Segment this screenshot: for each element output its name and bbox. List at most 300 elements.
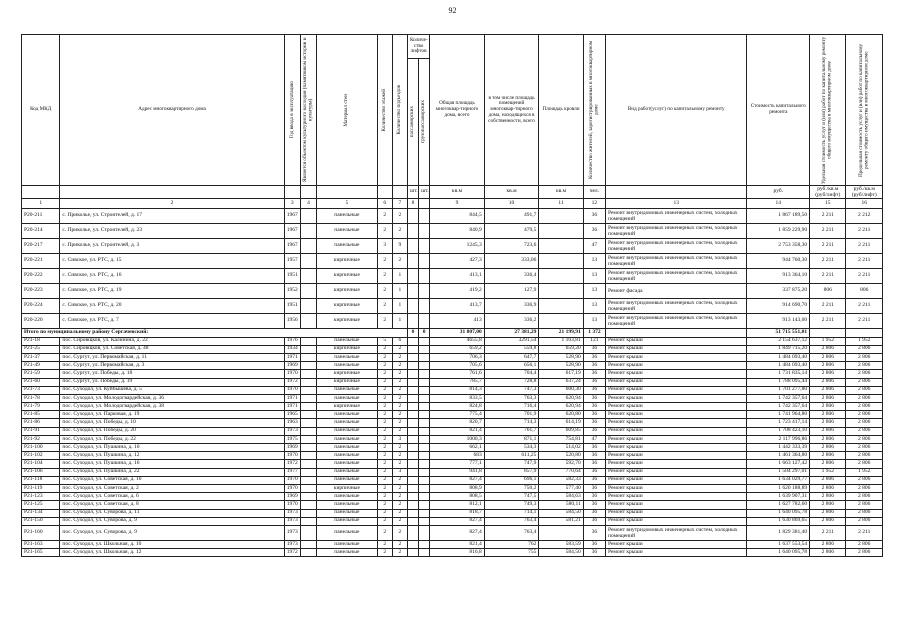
table-cell: 1 723 417,14 bbox=[747, 419, 810, 427]
table-cell: 1973 bbox=[284, 525, 300, 540]
table-cell bbox=[419, 299, 430, 314]
table-cell: пос. Сургут, ул. Победы, д. 19 bbox=[60, 378, 284, 386]
table-row bbox=[22, 370, 883, 378]
table-cell: 1970 bbox=[284, 501, 300, 509]
table-cell: 1972 bbox=[284, 549, 300, 557]
table-cell bbox=[539, 254, 583, 269]
table-cell: 723,6 bbox=[484, 239, 539, 254]
table-cell: 2 bbox=[377, 378, 392, 386]
table-cell bbox=[300, 460, 316, 468]
table-cell: 2 bbox=[392, 484, 407, 492]
table-cell: Ремонт крыши bbox=[606, 337, 747, 345]
col-number: 10 bbox=[484, 199, 539, 209]
table-cell: Ремонт внутридомовых инженерных систем, холодных помещений bbox=[606, 314, 747, 329]
table-cell bbox=[407, 468, 418, 476]
table-cell bbox=[419, 435, 430, 443]
table-cell: 2 211 bbox=[846, 239, 883, 254]
table-cell: 806 bbox=[810, 284, 846, 299]
table-cell: Ремонт крыши bbox=[606, 419, 747, 427]
table-cell: 857,9 bbox=[484, 468, 539, 476]
table-cell: Ремонт внутридомовых инженерных систем, холодных помещений bbox=[606, 254, 747, 269]
table-cell: 747,3 bbox=[484, 386, 539, 394]
table-cell: кирпичные bbox=[317, 345, 378, 353]
table-cell: 611,25 bbox=[484, 452, 539, 460]
table-cell bbox=[419, 525, 430, 540]
table-cell: с. Сивское, ул. РТС, д. 15 bbox=[60, 254, 284, 269]
table-cell bbox=[407, 370, 418, 378]
table-cell: 2 806 bbox=[810, 444, 846, 452]
table-cell: 2 bbox=[392, 540, 407, 548]
table-cell: 2 753 358,30 bbox=[747, 239, 810, 254]
table-cell: кирпичные bbox=[317, 403, 378, 411]
table-cell: 13 bbox=[583, 254, 605, 269]
col-number: 4 bbox=[300, 199, 316, 209]
table-cell bbox=[539, 224, 583, 239]
table-cell: 614,19 bbox=[539, 419, 583, 427]
table-cell bbox=[407, 435, 418, 443]
table-cell: панельные bbox=[317, 427, 378, 435]
table-cell: 600,30 bbox=[539, 386, 583, 394]
table-cell: 36 bbox=[583, 452, 605, 460]
table-row bbox=[22, 411, 883, 419]
table-cell: 1 637 553,54 bbox=[747, 540, 810, 548]
table-cell: пос. Сургут, ул. Первомайская, д. 3 bbox=[60, 362, 284, 370]
table-cell bbox=[419, 353, 430, 361]
table-cell: Р21-49 bbox=[22, 362, 60, 370]
table-cell: Р20-221 bbox=[22, 254, 60, 269]
table-cell: пос. Суходол, ул. Молодогвардейская, д. 38 bbox=[60, 403, 284, 411]
table-cell: 1967 bbox=[284, 209, 300, 224]
table-cell: 2 806 bbox=[810, 345, 846, 353]
table-row bbox=[22, 509, 883, 517]
table-cell: Ремонт крыши bbox=[606, 444, 747, 452]
table-row bbox=[22, 476, 883, 484]
table-cell: 1951 bbox=[284, 299, 300, 314]
table-cell: 2 bbox=[392, 493, 407, 501]
table-cell: 833,5 bbox=[430, 394, 485, 402]
table-cell: пос. Суходол, ул. Суворова, д. 9 bbox=[60, 517, 284, 525]
table-cell: панельные bbox=[317, 540, 378, 548]
table-row bbox=[22, 517, 883, 525]
table-cell: 47 bbox=[583, 239, 605, 254]
table-cell: 2 806 bbox=[846, 517, 883, 525]
header-cell bbox=[300, 35, 316, 186]
table-cell: 2 bbox=[392, 362, 407, 370]
table-cell bbox=[300, 337, 316, 345]
table-cell bbox=[300, 254, 316, 269]
table-cell: Р20-220 bbox=[22, 314, 60, 329]
header-text: Количество подъездов bbox=[396, 85, 403, 135]
table-cell: Ремонт крыши bbox=[606, 345, 747, 353]
table-cell: Р20-217 bbox=[22, 239, 60, 254]
table-cell: 1976 bbox=[284, 337, 300, 345]
table-cell: 696,1 bbox=[484, 476, 539, 484]
table-cell: Р21-18 bbox=[22, 337, 60, 345]
header-cell bbox=[419, 58, 430, 185]
table-cell bbox=[419, 427, 430, 435]
table-cell: 36 bbox=[583, 501, 605, 509]
table-cell: пос. Суходол, ул. Пушкина, д. 10 bbox=[60, 444, 284, 452]
header-cell bbox=[583, 35, 605, 186]
table-cell: 2 806 bbox=[810, 509, 846, 517]
subtotal-cell: 27 381,29 bbox=[484, 329, 539, 338]
table-cell: 36 bbox=[583, 345, 605, 353]
table-cell: Р20-211 bbox=[22, 209, 60, 224]
table-cell bbox=[300, 378, 316, 386]
table-cell: Р20-223 bbox=[22, 284, 60, 299]
table-cell: 762 bbox=[484, 540, 539, 548]
table-cell: 36 bbox=[583, 353, 605, 361]
table-row bbox=[22, 460, 883, 468]
table-cell: 1970 bbox=[284, 386, 300, 394]
col-number: 9 bbox=[430, 199, 485, 209]
table-cell: Р21-123 bbox=[22, 493, 60, 501]
table-cell bbox=[407, 525, 418, 540]
table-cell: 1 952 bbox=[810, 468, 846, 476]
header-text: грузопассажирских bbox=[420, 100, 427, 144]
table-cell bbox=[407, 209, 418, 224]
table-cell: 2 bbox=[377, 468, 392, 476]
table-cell bbox=[419, 509, 430, 517]
table-cell: 2 bbox=[377, 525, 392, 540]
table-cell bbox=[300, 386, 316, 394]
table-cell: пос. Суходол, ул. Суворова, д. 9 bbox=[60, 525, 284, 540]
table-cell: панельные bbox=[317, 452, 378, 460]
table-cell: 2 211 bbox=[810, 239, 846, 254]
table-cell: 2 806 bbox=[846, 394, 883, 402]
col-number: 3 bbox=[284, 199, 300, 209]
table-cell: панельные bbox=[317, 493, 378, 501]
col-number: 12 bbox=[583, 199, 605, 209]
table-cell: 2 806 bbox=[846, 444, 883, 452]
table-cell: 1 639 907,31 bbox=[747, 493, 810, 501]
capital-repair-table bbox=[21, 34, 883, 557]
table-cell bbox=[407, 493, 418, 501]
table-cell bbox=[407, 501, 418, 509]
table-cell: пос. Суходол, ул. Советская, д. 6 bbox=[60, 493, 284, 501]
table-cell: 2 806 bbox=[846, 370, 883, 378]
table-cell: 2 806 bbox=[810, 549, 846, 557]
table-cell: 581,21 bbox=[539, 517, 583, 525]
table-cell: пос. Суходол, ул. Пушкина, д. 22 bbox=[60, 468, 284, 476]
table-cell: 1969 bbox=[284, 444, 300, 452]
table-cell: 1957 bbox=[284, 254, 300, 269]
table-row bbox=[22, 403, 883, 411]
table-cell: 2 bbox=[392, 254, 407, 269]
table-cell: кирпичные bbox=[317, 254, 378, 269]
table-cell: 2 806 bbox=[810, 435, 846, 443]
table-cell: 1 788 095,44 bbox=[747, 378, 810, 386]
table-cell: 36 bbox=[583, 370, 605, 378]
table-cell: 36 bbox=[583, 509, 605, 517]
table-cell bbox=[407, 345, 418, 353]
table-cell: 913 143,00 bbox=[747, 314, 810, 329]
table-cell: 2 bbox=[392, 209, 407, 224]
table-cell bbox=[407, 362, 418, 370]
col-number: 6 bbox=[377, 199, 392, 209]
table-cell: 1975 bbox=[284, 435, 300, 443]
table-cell: 36 bbox=[583, 460, 605, 468]
table-cell: 812,1 bbox=[430, 501, 485, 509]
table-cell: 2 211 bbox=[810, 269, 846, 284]
table-cell: пос. Сировщков, ул. Советская, д. 48 bbox=[60, 345, 284, 353]
table-cell: Р21-150 bbox=[22, 517, 60, 525]
table-cell: 763,4 bbox=[484, 525, 539, 540]
table-cell: Ремонт крыши bbox=[606, 403, 747, 411]
table-cell: 840,9 bbox=[430, 224, 485, 239]
table-cell: 2 154 637,12 bbox=[747, 337, 810, 345]
table-cell: 2 bbox=[392, 509, 407, 517]
table-cell: с. Приколье, ул. Строителей, д. 17 bbox=[60, 209, 284, 224]
table-row bbox=[22, 468, 883, 476]
table-cell: 2 bbox=[392, 549, 407, 557]
table-cell: 2 bbox=[377, 314, 392, 329]
table-cell: Ремонт крыши bbox=[606, 386, 747, 394]
table-cell: 1 bbox=[392, 299, 407, 314]
table-cell: 528,90 bbox=[539, 362, 583, 370]
table-cell: 620,94 bbox=[539, 394, 583, 402]
table-cell: 2 bbox=[377, 435, 392, 443]
table-cell: 36 bbox=[583, 517, 605, 525]
table-cell: панельные bbox=[317, 209, 378, 224]
table-cell: 1971 bbox=[284, 403, 300, 411]
table-cell bbox=[419, 345, 430, 353]
table-cell: пос. Сургут, ул. Победы, д. 18 bbox=[60, 370, 284, 378]
table-cell: Р21-100 bbox=[22, 444, 60, 452]
table-cell: 337 875,20 bbox=[747, 284, 810, 299]
table-body-top bbox=[22, 209, 883, 329]
table-cell: 750,2 bbox=[484, 484, 539, 492]
table-body-bottom bbox=[22, 337, 883, 557]
table-cell: Ремонт крыши bbox=[606, 501, 747, 509]
table-cell: Р21-163 bbox=[22, 540, 60, 548]
table-cell: 2 bbox=[392, 353, 407, 361]
table-cell: 785,7 bbox=[430, 378, 485, 386]
table-cell bbox=[407, 254, 418, 269]
table-row bbox=[22, 484, 883, 492]
table-cell: 2 bbox=[377, 452, 392, 460]
table-cell: 2 bbox=[377, 224, 392, 239]
table-cell bbox=[407, 403, 418, 411]
table-cell: пос. Суходол, ул. Школьная, д. 12 bbox=[60, 549, 284, 557]
unit-cell: кв.м bbox=[430, 186, 485, 199]
table-cell: панельные bbox=[317, 239, 378, 254]
table-cell bbox=[300, 370, 316, 378]
table-cell: 2 117 996,86 bbox=[747, 435, 810, 443]
table-cell: панельные bbox=[317, 460, 378, 468]
table-cell: 2 bbox=[377, 269, 392, 284]
table-cell: 1 741 964,80 bbox=[747, 411, 810, 419]
table-cell: 1 103,81 bbox=[539, 337, 583, 345]
table-cell: с. Приколье, ул. Строителей, д. 3 bbox=[60, 239, 284, 254]
table-row bbox=[22, 386, 883, 394]
table-cell: 1970 bbox=[284, 452, 300, 460]
table-cell bbox=[419, 460, 430, 468]
table-cell: 2 211 bbox=[810, 299, 846, 314]
header-row bbox=[22, 35, 883, 59]
table-cell bbox=[419, 224, 430, 239]
table-cell: пос. Суходол, ул. Советская, д. 2 bbox=[60, 484, 284, 492]
table-cell bbox=[300, 468, 316, 476]
table-cell bbox=[419, 549, 430, 557]
col-number: 8 bbox=[407, 199, 418, 209]
table-cell: 36 bbox=[583, 419, 605, 427]
table-row bbox=[22, 549, 883, 557]
table-cell: 2 211 bbox=[810, 224, 846, 239]
table-cell: 413 bbox=[430, 314, 485, 329]
table-cell: 36 bbox=[583, 484, 605, 492]
table-cell: 2 806 bbox=[846, 452, 883, 460]
table-cell: 1973 bbox=[284, 509, 300, 517]
column-number-row bbox=[22, 199, 883, 209]
col-number: 16 bbox=[846, 199, 883, 209]
table-cell: 2 bbox=[377, 509, 392, 517]
table-cell: Р21-25 bbox=[22, 345, 60, 353]
header-cell: Код МКД bbox=[22, 35, 60, 186]
table-cell bbox=[300, 509, 316, 517]
table-cell: 2 806 bbox=[810, 476, 846, 484]
table-cell bbox=[407, 549, 418, 557]
table-cell: 2 806 bbox=[810, 419, 846, 427]
table-cell: 2 806 bbox=[810, 394, 846, 402]
table-cell: 1 701 277,80 bbox=[747, 386, 810, 394]
table-cell: 582,33 bbox=[539, 476, 583, 484]
table-cell: 2 bbox=[377, 299, 392, 314]
table-cell: 2 806 bbox=[846, 460, 883, 468]
table-cell: 1 849 715,20 bbox=[747, 345, 810, 353]
table-cell bbox=[407, 224, 418, 239]
table-cell: 1 742 357,64 bbox=[747, 403, 810, 411]
table-cell: 2 bbox=[392, 386, 407, 394]
table-cell: 2 212 bbox=[846, 209, 883, 224]
table-cell: 583,59 bbox=[539, 540, 583, 548]
table-cell: кирпичные bbox=[317, 314, 378, 329]
table-cell: 121 bbox=[583, 337, 605, 345]
table-cell: 2 806 bbox=[810, 427, 846, 435]
table-cell: 2 bbox=[392, 370, 407, 378]
unit-cell: руб. bbox=[747, 186, 810, 199]
table-cell: 2 211 bbox=[810, 525, 846, 540]
table-cell: 2 806 bbox=[846, 386, 883, 394]
table-cell: 2 bbox=[377, 517, 392, 525]
table-row bbox=[22, 435, 883, 443]
col-number: 15 bbox=[810, 199, 846, 209]
subtotal-cell: 0 bbox=[407, 329, 418, 338]
table-cell: 2 bbox=[392, 378, 407, 386]
table-cell: пос. Суходол, ул. Победы, д. 20 bbox=[60, 427, 284, 435]
table-cell: 617,19 bbox=[539, 370, 583, 378]
table-cell bbox=[419, 517, 430, 525]
table-cell: 1 952 bbox=[846, 468, 883, 476]
table-row bbox=[22, 209, 883, 224]
table-cell: 1977 bbox=[284, 468, 300, 476]
table-cell: 941,8 bbox=[430, 468, 485, 476]
table-cell: 559,8 bbox=[484, 345, 539, 353]
table-cell: пос. Суходол, ул. Парковая, д. 19 bbox=[60, 411, 284, 419]
table-cell: 747,5 bbox=[484, 493, 539, 501]
table-cell: Р21-119 bbox=[22, 484, 60, 492]
table-cell: 413,1 bbox=[430, 269, 485, 284]
table-cell: с. Сивское, ул. РТС, д. 16 bbox=[60, 269, 284, 284]
table-cell: 2 bbox=[377, 411, 392, 419]
table-cell: 2 bbox=[377, 345, 392, 353]
header-cell bbox=[377, 35, 392, 186]
table-cell: 821,4 bbox=[430, 540, 485, 548]
table-cell: 1 640 095,78 bbox=[747, 509, 810, 517]
table-cell: 656,1 bbox=[484, 362, 539, 370]
table-cell: 584,50 bbox=[539, 549, 583, 557]
unit-cell: руб./кв.м (руб/лифт) bbox=[846, 186, 883, 199]
table-cell bbox=[407, 386, 418, 394]
table-cell: 2 bbox=[392, 517, 407, 525]
table-cell: 1973 bbox=[284, 517, 300, 525]
table-row bbox=[22, 394, 883, 402]
table-cell: 36 bbox=[583, 378, 605, 386]
table-cell: 1969 bbox=[284, 493, 300, 501]
table-cell: 1 663 127,42 bbox=[747, 460, 810, 468]
table-cell: Р21-78 bbox=[22, 394, 60, 402]
table-cell: Ремонт крыши bbox=[606, 353, 747, 361]
table-cell: 1973 bbox=[284, 427, 300, 435]
subtotal-row bbox=[22, 329, 883, 338]
table-cell: 336,4 bbox=[484, 269, 539, 284]
table-cell: 36 bbox=[583, 362, 605, 370]
table-cell: Р21-165 bbox=[22, 549, 60, 557]
table-cell: Ремонт крыши bbox=[606, 509, 747, 517]
table-cell: 914 690,70 bbox=[747, 299, 810, 314]
table-cell: 2 bbox=[377, 362, 392, 370]
table-cell bbox=[300, 540, 316, 548]
table-cell: 2 806 bbox=[846, 540, 883, 548]
table-row bbox=[22, 284, 883, 299]
table-cell: 36 bbox=[583, 549, 605, 557]
table-cell: пос. Суходол, ул. Советская, д. 8 bbox=[60, 501, 284, 509]
table-cell: 1 bbox=[392, 269, 407, 284]
table-cell: 1 504 297,01 bbox=[747, 468, 810, 476]
table-cell: 2 806 bbox=[810, 540, 846, 548]
table-cell: 714,3 bbox=[484, 419, 539, 427]
table-cell: 1 829 381,40 bbox=[747, 525, 810, 540]
table-cell bbox=[419, 403, 430, 411]
table-cell bbox=[407, 239, 418, 254]
table-cell: 2 806 bbox=[810, 452, 846, 460]
table-row bbox=[22, 353, 883, 361]
table-cell: 36 bbox=[583, 394, 605, 402]
table-cell: Ремонт внутридомовых инженерных систем, холодных помещений bbox=[606, 209, 747, 224]
table-cell: 2 bbox=[377, 370, 392, 378]
table-cell: кирпичные bbox=[317, 370, 378, 378]
table-cell bbox=[300, 269, 316, 284]
table-cell bbox=[419, 419, 430, 427]
table-cell: пос. Сировщков, ул. Калинина, д. 22 bbox=[60, 337, 284, 345]
subtotal-cell: 1 372 bbox=[583, 329, 605, 338]
table-cell: 683 bbox=[430, 452, 485, 460]
table-cell bbox=[407, 427, 418, 435]
table-cell bbox=[419, 370, 430, 378]
table-cell: 2 211 bbox=[846, 269, 883, 284]
table-cell: панельные bbox=[317, 476, 378, 484]
table-cell: Ремонт крыши bbox=[606, 411, 747, 419]
table-cell: 6 bbox=[392, 337, 407, 345]
table-cell: 1967 bbox=[284, 239, 300, 254]
table-cell: 413,7 bbox=[430, 299, 485, 314]
col-number: 11 bbox=[539, 199, 583, 209]
table-cell: 1963 bbox=[284, 419, 300, 427]
table-cell: 1 952 bbox=[810, 337, 846, 345]
table-cell: 336,2 bbox=[484, 314, 539, 329]
table-row bbox=[22, 239, 883, 254]
table-cell: панельные bbox=[317, 435, 378, 443]
